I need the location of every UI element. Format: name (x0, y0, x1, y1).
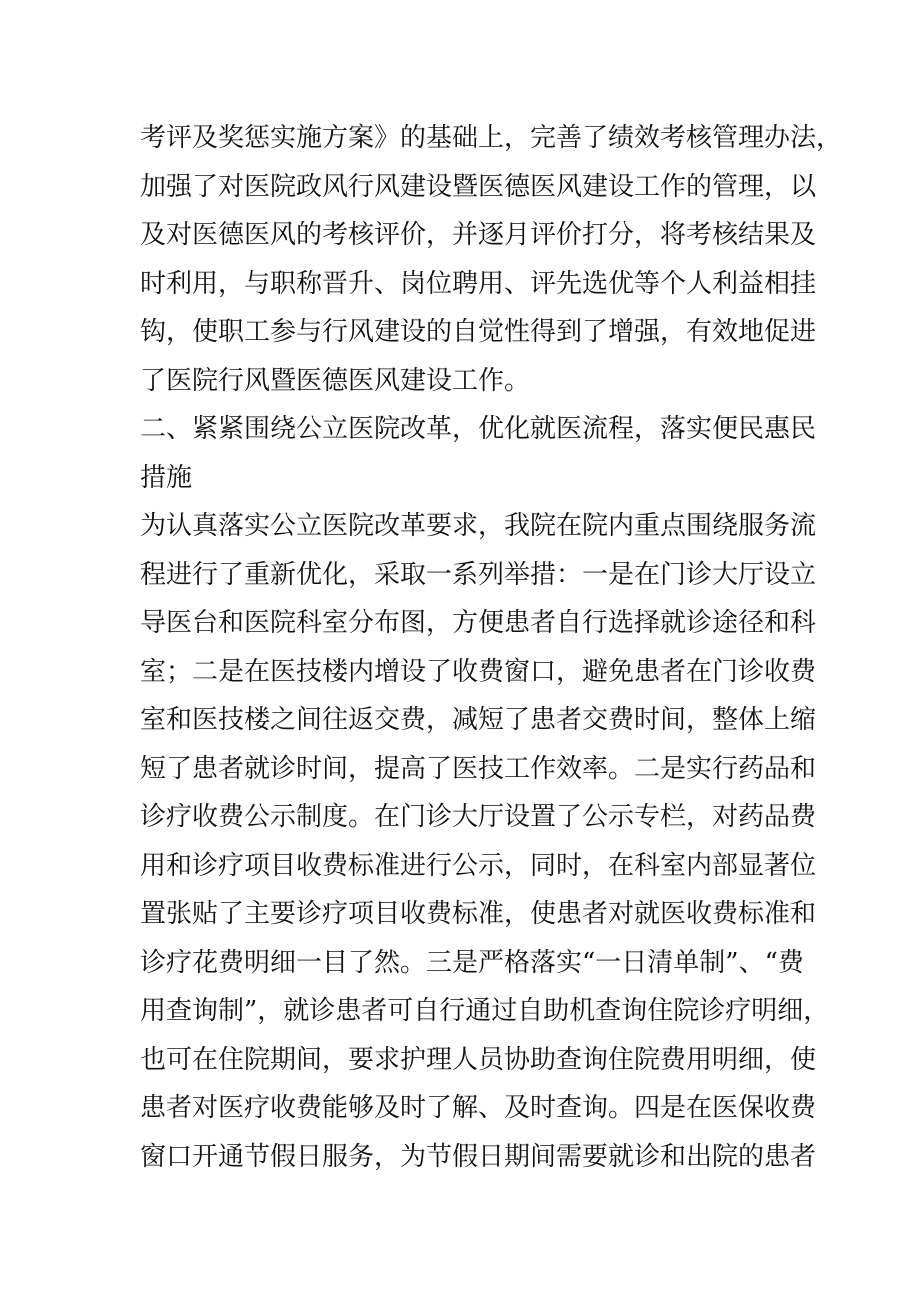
text-line: 窗口开通节假日服务，为节假日期间需要就诊和出院的患者 (140, 1141, 817, 1172)
text-line: 用查询制”，就诊患者可自行通过自助机查询住院诊疗明细， (140, 996, 830, 1026)
text-line: 时利用，与职称晋升、岗位聘用、评先选优等个人利益相挂 (140, 268, 817, 299)
section-heading-line: 措施 (140, 462, 193, 493)
text-line: 了医院行风暨医德医风建设工作。 (140, 365, 531, 396)
text-line: 诊疗收费公示制度。在门诊大厅设置了公示专栏，对药品费 (140, 802, 817, 832)
text-line: 加强了对医院政风行风建设暨医德医风建设工作的管理，以 (140, 171, 817, 202)
text-line: 诊疗花费明细一目了然。三是严格落实“一日清单制”、“费 (140, 947, 804, 978)
text-line: 患者对医疗收费能够及时了解、及时查询。四是在医保收费 (140, 1093, 817, 1123)
section-heading-line: 二、紧紧围绕公立医院改革，优化就医流程，落实便民惠民 (140, 414, 817, 444)
text-line: 用和诊疗项目收费标准进行公示，同时，在科室内部显著位 (140, 850, 817, 881)
text-line: 为认真落实公立医院改革要求，我院在院内重点围绕服务流 (140, 511, 817, 541)
text-line: 及对医德医风的考核评价，并逐月评价打分，将考核结果及 (140, 220, 817, 250)
text-line: 程进行了重新优化，采取一系列举措：一是在门诊大厅设立 (140, 559, 817, 590)
text-line: 短了患者就诊时间，提高了医技工作效率。二是实行药品和 (140, 753, 817, 784)
text-line: 置张贴了主要诊疗项目收费标准，使患者对就医收费标准和 (140, 899, 817, 929)
text-line: 室；二是在医技楼内增设了收费窗口，避免患者在门诊收费 (140, 656, 817, 687)
document-body (140, 114, 843, 1181)
text-line: 钩，使职工参与行风建设的自觉性得到了增强，有效地促进 (140, 317, 817, 347)
text-line: 导医台和医院科室分布图，方便患者自行选择就诊途径和科 (140, 608, 817, 638)
text-line: 考评及奖惩实施方案》的基础上，完善了绩效考核管理办法， (140, 123, 843, 153)
text-line: 也可在住院期间，要求护理人员协助查询住院费用明细，使 (140, 1044, 817, 1075)
text-line: 室和医技楼之间往返交费，减短了患者交费时间，整体上缩 (140, 705, 817, 735)
